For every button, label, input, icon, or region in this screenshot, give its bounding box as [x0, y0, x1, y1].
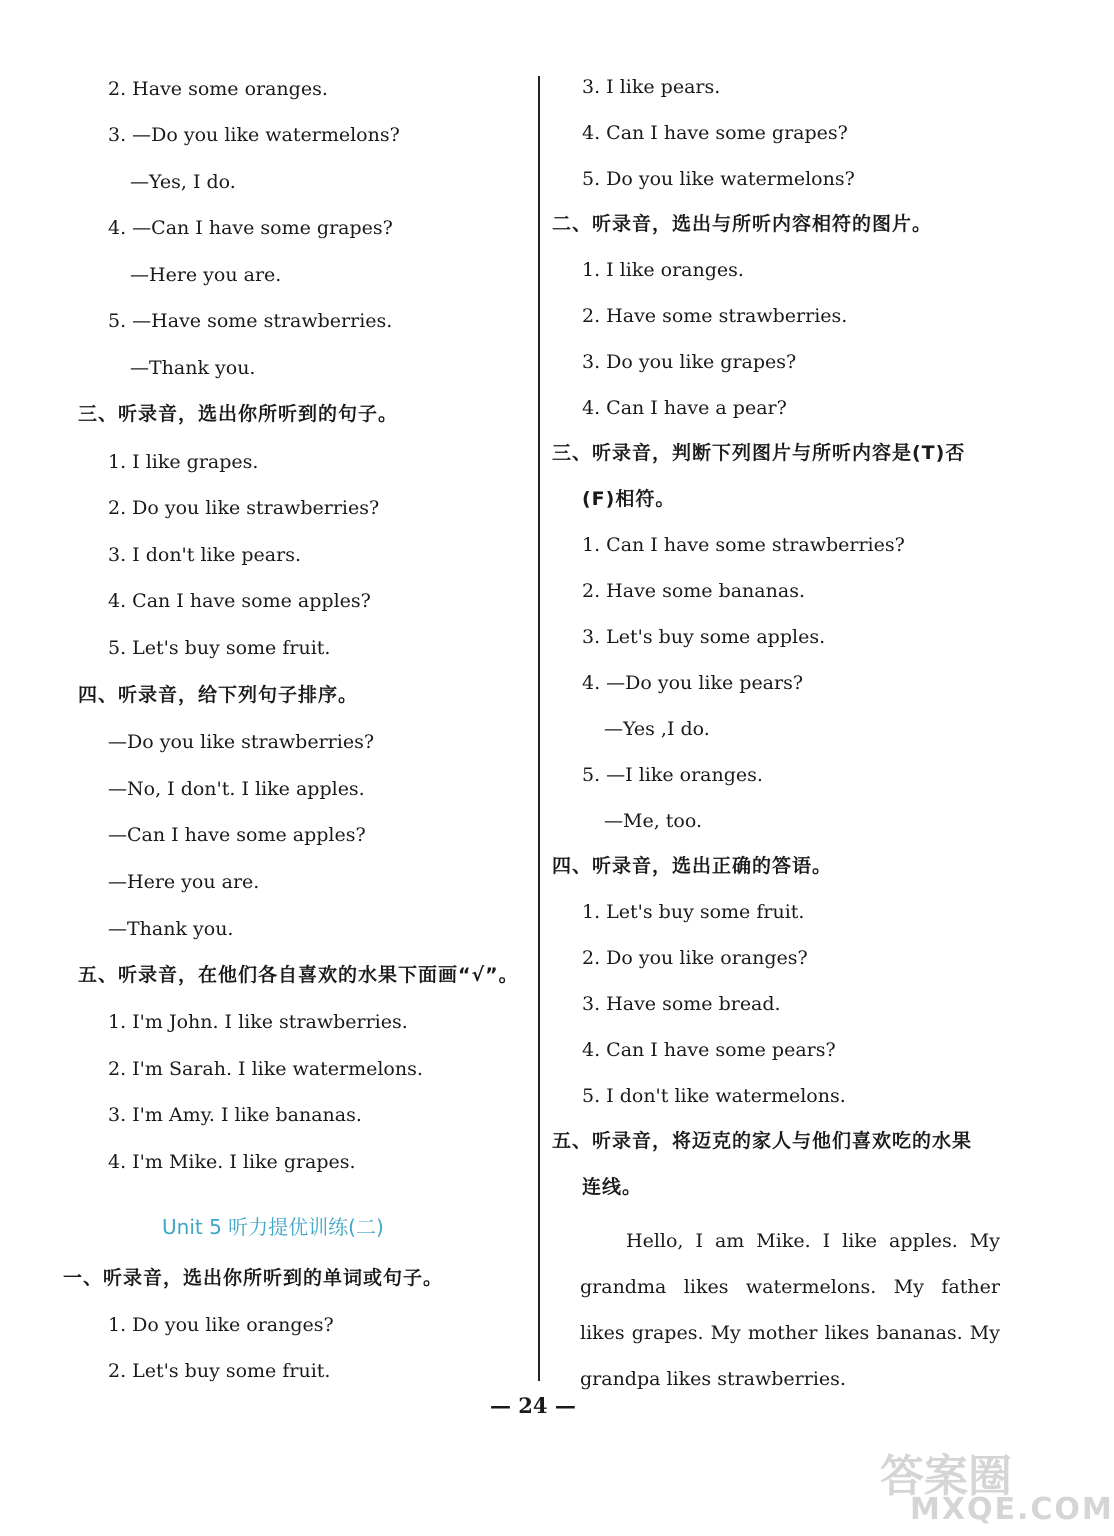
text-line: 3. I'm Amy. I like bananas.	[108, 1104, 362, 1126]
text-line: —Yes ,I do.	[604, 718, 710, 740]
text-line: 2. I'm Sarah. I like watermelons.	[108, 1058, 423, 1080]
text-line: —Thank you.	[130, 357, 256, 379]
watermark-text: 答案圈	[880, 1451, 1012, 1502]
section-heading: 一、听录音，选出你所听到的单词或句子。	[63, 1267, 444, 1289]
section-heading: 连线。	[582, 1176, 643, 1198]
text-line: —Do you like strawberries?	[108, 731, 374, 753]
text-line: 3. I like pears.	[582, 76, 721, 98]
section-heading: 二、听录音，选出与所听内容相符的图片。	[552, 213, 933, 235]
text-line: 3. Have some bread.	[582, 993, 781, 1015]
text-line: 1. Can I have some strawberries?	[582, 534, 905, 556]
text-line: 5. I don't like watermelons.	[582, 1085, 846, 1107]
text-line: —Here you are.	[130, 264, 282, 286]
section-heading: 五、听录音，将迈克的家人与他们喜欢吃的水果	[552, 1130, 973, 1152]
text-line: —Thank you.	[108, 918, 234, 940]
text-line: 2. Do you like oranges?	[582, 947, 808, 969]
text-line: —No, I don't. I like apples.	[108, 778, 365, 800]
text-line: 4. Can I have some pears?	[582, 1039, 836, 1061]
text-line: 4. —Can I have some grapes?	[108, 217, 393, 239]
reading-paragraph: Hello, I am Mike. I like apples. My grandma likes watermelons. My father likes grapes. My mother likes bananas. My grandpa likes strawberries.	[580, 1230, 1000, 1390]
column-divider	[538, 76, 540, 1381]
text-line: 3. Do you like grapes?	[582, 351, 797, 373]
text-line: 5. Do you like watermelons?	[582, 168, 855, 190]
text-line: —Here you are.	[108, 871, 260, 893]
text-line: 4. Can I have a pear?	[582, 397, 787, 419]
section-heading: 三、听录音，选出你所听到的句子。	[78, 403, 399, 425]
text-line: 1. I'm John. I like strawberries.	[108, 1011, 408, 1033]
text-line: 2. Let's buy some fruit.	[108, 1360, 331, 1382]
text-line: 2. Have some bananas.	[582, 580, 805, 602]
text-line: 2. Do you like strawberries?	[108, 497, 380, 519]
text-line: 4. Can I have some grapes?	[582, 122, 848, 144]
text-line: 4. Can I have some apples?	[108, 590, 371, 612]
page-number: — 24 —	[490, 1393, 576, 1418]
section-heading: 四、听录音，选出正确的答语。	[552, 855, 833, 877]
text-line: 5. —I like oranges.	[582, 764, 763, 786]
text-line: —Me, too.	[604, 810, 702, 832]
text-line: 3. —Do you like watermelons?	[108, 124, 400, 146]
section-heading: 四、听录音，给下列句子排序。	[78, 684, 359, 706]
unit-title: Unit 5 听力提优训练(二)	[162, 1215, 384, 1239]
text-line: 3. Let's buy some apples.	[582, 626, 826, 648]
text-line: —Can I have some apples?	[108, 824, 366, 846]
text-line: 2. Have some strawberries.	[582, 305, 848, 327]
text-line: —Yes, I do.	[130, 171, 236, 193]
text-line: 4. —Do you like pears?	[582, 672, 804, 694]
section-heading: 五、听录音，在他们各自喜欢的水果下面画“√”。	[78, 964, 519, 986]
text-line: 1. Let's buy some fruit.	[582, 901, 805, 923]
text-line: 1. I like grapes.	[108, 451, 259, 473]
section-heading: 三、听录音，判断下列图片与所听内容是(T)否	[552, 442, 966, 464]
section-heading: (F)相符。	[582, 488, 676, 510]
text-line: 2. Have some oranges.	[108, 78, 328, 100]
text-line: 5. —Have some strawberries.	[108, 310, 393, 332]
text-line: 5. Let's buy some fruit.	[108, 637, 331, 659]
watermark-logo	[880, 1440, 1114, 1530]
text-line: 3. I don't like pears.	[108, 544, 302, 566]
text-line: 4. I'm Mike. I like grapes.	[108, 1151, 356, 1173]
text-line: 1. I like oranges.	[582, 259, 744, 281]
text-line: 1. Do you like oranges?	[108, 1314, 334, 1336]
watermark-url: MXQE.COM	[910, 1492, 1114, 1527]
